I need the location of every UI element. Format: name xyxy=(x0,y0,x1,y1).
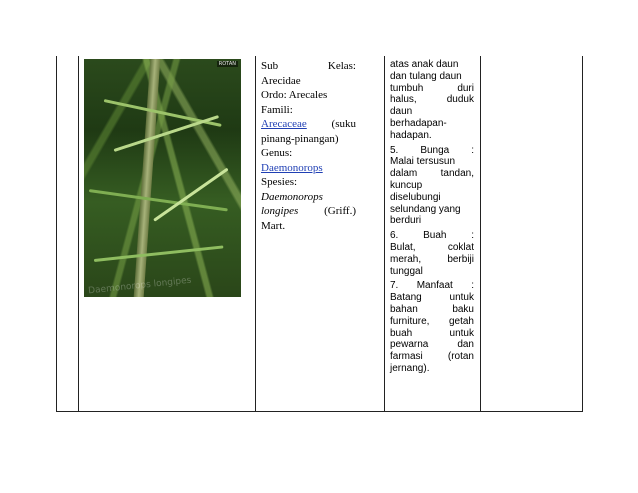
description-line xyxy=(390,328,474,340)
description-line xyxy=(390,156,474,168)
description-word: coklat xyxy=(447,241,474,253)
description-word: berduri xyxy=(390,215,422,227)
description-line xyxy=(390,266,474,278)
description-word: pewarna xyxy=(390,339,429,351)
description-cell xyxy=(390,59,474,375)
description-word: tunggal xyxy=(390,265,423,277)
description-line xyxy=(390,304,474,316)
description-word: tumbuh xyxy=(390,82,424,94)
description-line xyxy=(390,230,474,242)
table-border-right xyxy=(582,56,583,412)
description-line xyxy=(390,254,474,266)
description-line xyxy=(390,215,474,227)
description-word: merah, xyxy=(390,253,422,265)
table-border-left xyxy=(56,56,57,412)
description-word: untuk xyxy=(449,292,474,304)
description-word: Manfaat xyxy=(416,280,453,292)
classification-cell xyxy=(261,59,356,233)
description-line xyxy=(390,168,474,180)
description-word: Bulat, xyxy=(390,241,416,253)
subkelas-label-1: Sub xyxy=(261,60,279,72)
column-divider-2 xyxy=(255,56,256,412)
photo-leaf xyxy=(89,189,228,211)
photo-leaf xyxy=(153,168,228,222)
description-word: duri xyxy=(457,82,474,94)
photo-watermark: Daemonorops longipes xyxy=(87,275,192,297)
table-border-bottom xyxy=(56,411,583,412)
description-line xyxy=(390,130,474,142)
description-word: furniture, xyxy=(390,315,430,327)
photo-leaf xyxy=(114,115,220,152)
description-line xyxy=(390,242,474,254)
description-word: 7. xyxy=(390,280,399,292)
spesies-author: (Griff.) xyxy=(324,205,356,217)
description-line xyxy=(390,118,474,130)
description-word: farmasi xyxy=(390,351,423,363)
spesies-label: Spesies: xyxy=(261,176,298,188)
description-word: Bunga xyxy=(420,144,450,156)
description-line xyxy=(390,83,474,95)
description-line xyxy=(390,292,474,304)
species-table xyxy=(56,56,583,412)
description-word: atas anak daun xyxy=(390,59,459,70)
description-word: dan xyxy=(457,339,474,351)
famili-desc: pinang-pinangan) xyxy=(261,132,339,145)
famili-suku: (suku xyxy=(331,118,356,130)
description-word: Buah xyxy=(423,230,447,242)
description-line xyxy=(390,59,474,71)
description-word: selundang yang xyxy=(390,203,461,215)
rattan-plant-photo xyxy=(84,59,241,297)
description-word: Batang xyxy=(390,292,422,304)
genus-link[interactable]: Daemonorops xyxy=(261,161,323,174)
description-word: : xyxy=(471,144,474,156)
genus-label: Genus: xyxy=(261,147,293,159)
description-word: buah xyxy=(390,327,413,339)
ordo: Ordo: Arecales xyxy=(261,89,328,101)
description-line xyxy=(390,363,474,375)
subkelas-value: Arecidae xyxy=(261,74,301,87)
description-word: : xyxy=(471,230,474,242)
description-line xyxy=(390,351,474,363)
spesies-name-2: longipes xyxy=(261,205,299,217)
description-line xyxy=(390,145,474,157)
description-line xyxy=(390,316,474,328)
famili-label: Famili: xyxy=(261,103,293,116)
description-word: daun xyxy=(390,106,413,118)
description-word: dalam xyxy=(390,168,418,180)
description-word: getah xyxy=(448,315,474,327)
description-word: baku xyxy=(452,303,474,315)
description-word: tandan, xyxy=(440,168,474,180)
spesies-author-2: Mart. xyxy=(261,219,286,232)
description-line xyxy=(390,71,474,83)
photo-leaf xyxy=(94,245,224,262)
subkelas-label-2: Kelas: xyxy=(327,60,356,72)
description-word: dan tulang daun xyxy=(390,70,462,82)
description-word: Malai tersusun xyxy=(390,156,456,168)
description-line xyxy=(390,204,474,216)
photo-stem xyxy=(134,59,161,297)
spesies-name-1: Daemonorops xyxy=(261,190,323,203)
column-divider-4 xyxy=(480,56,481,412)
column-divider-1 xyxy=(78,56,79,412)
description-word: diselubungi xyxy=(390,191,441,203)
description-line xyxy=(390,94,474,106)
description-word: berbiji xyxy=(447,253,474,265)
photo-tag: ROTAN xyxy=(218,61,236,67)
description-line xyxy=(390,180,474,192)
description-word: kuncup xyxy=(390,179,423,191)
description-word: : xyxy=(471,280,474,292)
description-word: jernang). xyxy=(390,362,430,374)
description-word: untuk xyxy=(449,327,474,339)
description-line xyxy=(390,339,474,351)
description-word: berhadapan- xyxy=(390,117,447,129)
description-word: halus, xyxy=(390,94,417,106)
description-word: hadapan. xyxy=(390,129,432,141)
description-word: duduk xyxy=(446,94,474,106)
description-line xyxy=(390,280,474,292)
description-word: bahan xyxy=(390,303,418,315)
description-word: (rotan xyxy=(447,351,474,363)
famili-link[interactable]: Arecaceae xyxy=(261,118,307,130)
column-divider-3 xyxy=(384,56,385,412)
description-word: 6. xyxy=(390,230,399,242)
description-word: 5. xyxy=(390,144,399,156)
description-line xyxy=(390,192,474,204)
description-line xyxy=(390,106,474,118)
